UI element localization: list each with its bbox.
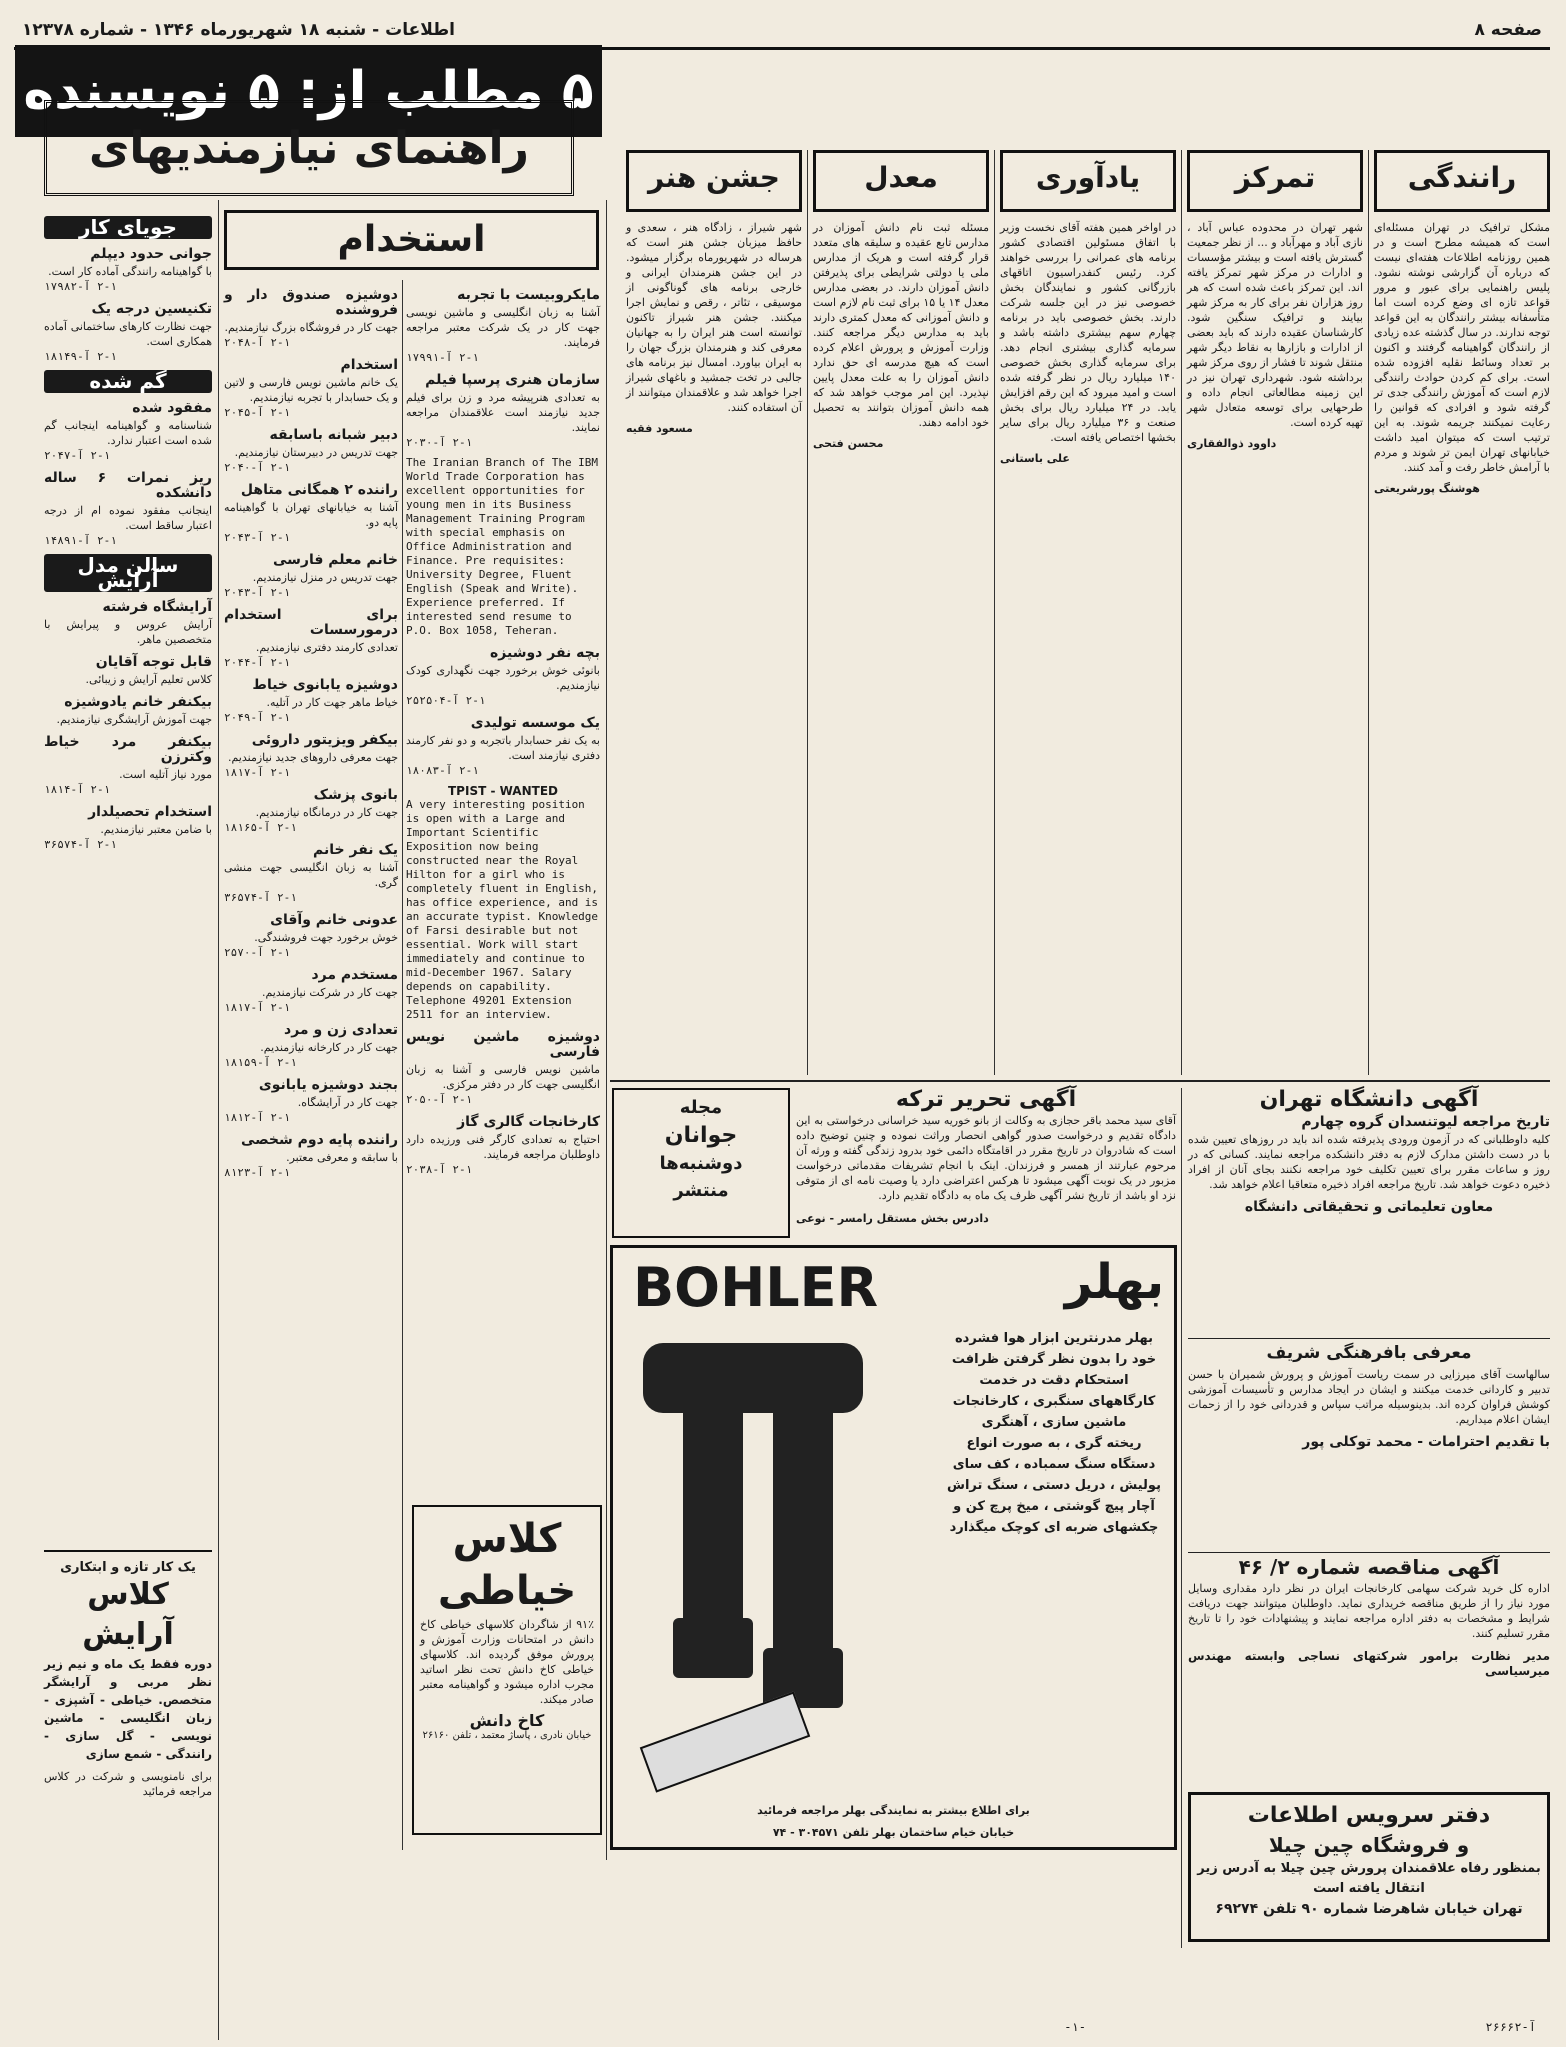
magazine-line: جوانان [664, 1123, 738, 1148]
magazine-box [612, 1088, 790, 1238]
ibm-ad: The Iranian Branch of The IBM World Trade Corporation has excellent opportunities for young men in its Business Management Training Program with special emphasis on Office Administration and Finance. Pre requisites: University Degree, Fluent English (Speak and Write). Experience preferred. If interested send resume to P.O. Box 1058, Teheran. [406, 456, 599, 637]
ad-head: یک موسسه تولیدی [470, 715, 600, 731]
ad-head: استخدام تحصیلدار [88, 804, 212, 820]
ad-head: بیکنفر مرد خیاط وکترزن [44, 734, 212, 765]
class-brand: کاخ دانش [469, 1711, 545, 1730]
ad-code: ۲-۱ آ-۲۵۷۰ [224, 946, 291, 959]
makeup-intro: یک کار تازه و ابتکاری [60, 1560, 196, 1575]
notice-title: آگهی تحریر ترکه [895, 1087, 1077, 1112]
lost-banner: گم شده [44, 370, 212, 393]
notice-title: آگهی دانشگاه تهران [1259, 1087, 1479, 1112]
ad-body: تعدادی کارمند دفتری نیازمندیم. [255, 641, 398, 654]
class-body: ۹۱٪ از شاگردان کلاسهای خیاطی کاخ دانش در امتحانات وزارت آموزش و پرورش موفق گردیده اند. کلاسهای خیاطی کاخ دانش تحت نظر اساتید مجرب اداره میشود و گواهینامه معتبر صادر میکند. [420, 1618, 594, 1706]
ad-code: ۲-۱ آ-۲۰۴۵ [224, 406, 291, 419]
ad-code: ۲-۱ آ-۱۸۱۴۹ [44, 350, 117, 363]
ad-head: استخدام [340, 357, 398, 373]
divider [994, 150, 995, 1075]
ad-body: جهت کار در کارخانه نیازمندیم. [260, 1041, 398, 1054]
ad-body: جهت کار در آرایشگاه. [297, 1096, 398, 1109]
employment-title: استخدام [224, 210, 599, 270]
column-author: مسعود فقیه [626, 422, 693, 435]
ad-code: ۲-۱ آ-۸۱۲۳ [224, 1166, 291, 1179]
ad-body: جهت آموزش آرایشگری نیازمندیم. [56, 713, 212, 726]
ad-body: جهت تدریس در دبیرستان نیازمندیم. [234, 446, 398, 459]
ad-head: جوانی حدود دیپلم [90, 246, 212, 262]
ad-head: کارخانجات گالری گاز [457, 1114, 600, 1130]
service-box [1188, 1792, 1550, 1942]
ad-body: با گواهینامه رانندگی آماده کار است. [48, 265, 212, 278]
beauty-banner: سالن مدل آرایش [44, 554, 212, 592]
section-rule [610, 1080, 1550, 1082]
tender-notice [1188, 1556, 1550, 1786]
ad-code: ۲-۱ آ-۱۴۸۹۱ [44, 534, 117, 547]
page-banner: ۵ مطلب از: ۵ نویسنده [15, 45, 602, 137]
ad-code: ۲-۱ آ-۲۰۵۰ [406, 1093, 473, 1106]
ad-code: ۲-۱ آ-۱۸۱۷ [224, 766, 291, 779]
ad-head: تعدادی زن و مرد [284, 1022, 398, 1038]
bohler-line: استحکام دقت در خدمت [979, 1373, 1129, 1388]
ad-head: خانم معلم فارسی [272, 552, 398, 568]
notice-title: آگهی مناقصه شماره ۲/ ۴۶ [1238, 1555, 1500, 1579]
bohler-line: پولیش ، دریل دستی ، سنگ تراش [947, 1478, 1161, 1493]
column-4 [813, 150, 989, 1075]
ad-body: به تعدادی هنرپیشه مرد و زن برای فیلم جدید نیازمند است علاقمندان مراجعه نمایند. [406, 391, 600, 434]
job-seek-banner: جویای کار [44, 216, 212, 239]
ad-head: دبیر شبانه باسابقه [269, 427, 398, 443]
service-subtitle: و فروشگاه چین چیلا [1268, 1833, 1470, 1857]
ad-code: ۲-۱ آ-۲۰۴۸ [224, 336, 291, 349]
ad-body: آشنا به زبان انگلیسی و ماشین نویسی جهت کار در یک شرکت معتبر مراجعه فرمایند. [406, 306, 600, 349]
notice-body: اداره کل خرید شرکت سهامی کارخانجات ایران در نظر دارد مقداری وسایل مورد نیاز را از طریق مناقصه خریداری نماید. داوطلبان میتوانند جهت دریافت شرایط و مشخصات به دفتر اداره مراجعه نمایند و پیشنهادات خود را تا تاریخ مقرر تسلیم کنند. [1188, 1582, 1550, 1640]
ad-head: بچه نفر دوشیزه [490, 645, 600, 661]
bohler-line: ریخته گری ، به صورت انواع [966, 1436, 1142, 1451]
ad-head: سازمان هنری پرسپا فیلم [425, 372, 600, 388]
bohler-ad [610, 1245, 1177, 1850]
ad-head: راننده ۲ همگانی متاهل [240, 482, 398, 498]
column-author: داوود ذوالفقاری [1187, 437, 1277, 450]
magazine-line: مجله [679, 1097, 723, 1118]
column-text: مسئله ثبت نام دانش آموزان در مدارس تابع عقیده و سلیقه های متعدد قرار گرفته است و هریک از مدارس ملی یا دولتی شرایطی برای پذیرفتن دانش آموزان دارند. در بعضی مدارس معدل ۱۴ یا ۱۵ برای ثبت نام لازم است و دانش آموزانی که معدل کمتری دارند باید به مدارس دیگر مراجعه کنند. وزارت آموزش و پرورش اعلام کرده است که هیچ مدرسه ای حق ندارد دانش آموزان را به علت معدل پایین نپذیرد. این امر موجب خواهد شد که همه دانش آموزان بتوانند به تحصیل خود ادامه دهند. [813, 221, 990, 429]
column-2 [1187, 150, 1363, 1075]
typist-ad: A very interesting position is open with a Large and Important Scientific Exposition now being constructed near the Royal Hilton for a girl who is completely fluent in English, has office experience, and is an accurate typist. Knowledge of Farsi desirable but not essential. Work will start immediately and continue to mid-December 1967. Salary depends on capability. Telephone 49201 Extension 2511 for an interview. [406, 798, 599, 1021]
ad-body: احتیاج به تعدادی کارگر فنی ورزیده دارد داوطلبان مراجعه فرمایند. [406, 1133, 600, 1161]
ad-code: ۲-۱ آ-۲۰۴۹ [224, 711, 291, 724]
ad-code: ۲-۱ آ-۲۰۳۰ [406, 436, 473, 449]
notice-body: آقای سید محمد باقر حجازی به وکالت از بانو خوریه سید خراسانی درخواستی به این دادگاه تقدیم و درخواست صدور گواهی انحصار وراثت نموده و چنین توضیح داده است که شادروان در تاریخ مقرر در اقامتگاه دائمی خود بدرود زندگی گفته و ورثه آن مرحوم عبارتند از همسر و فرزندان. اینک با انجام تشریفات مقدماتی درخواست مزبور در یک نوبت آگهی میشود تا هرکس اعتراضی دارد یا وصیت نامه ای از متوفی نزد او باشد از تاریخ نشر آگهی ظرف یک ماه به دادگاه تقدیم دارد. [796, 1114, 1176, 1202]
makeup-class-ad [44, 1550, 212, 2030]
dateline: اطلاعات - شنبه ۱۸ شهریورماه ۱۳۴۶ - شماره ۱۲۳۷۸ [22, 20, 455, 40]
ad-head: بیکفر ویزیتور داروئی [251, 732, 398, 748]
bohler-line: کارگاههای سنگبری ، کارخانجات [952, 1394, 1156, 1409]
ad-body: جهت نظارت کارهای ساختمانی آماده همکاری است. [44, 320, 212, 348]
divider [402, 280, 403, 1850]
ad-code: ۲-۱ آ-۲۰۴۷ [44, 449, 111, 462]
ad-body: جهت معرفی داروهای جدید نیازمندیم. [227, 751, 398, 764]
divider [1368, 150, 1369, 1075]
makeup-title: کلاس آرایش [82, 1577, 174, 1652]
column-author: هوشنگ پورشریعتی [1374, 482, 1480, 495]
column-text: شهر شیراز ، زادگاه هنر ، سعدی و حافظ میزبان جشن هنر است که هرساله در شهریورماه برگزار میشود. در این جشن هنرمندان ایرانی و خارجی برنامه های گوناگونی از موسیقی ، تئاتر ، رقص و نمایش اجرا میکنند. جشن هنر شیراز تاکنون توانسته است هنر ایران را به جهانیان معرفی کند و هنرمندان بزرگ جهان را به ایران بیاورد. امسال نیز برنامه های جالبی در تخت جمشید و باغهای شیراز اجرا خواهد شد و علاقمندان میتوانند از آن استفاده کنند. [626, 221, 802, 414]
ad-code: ۲-۱ آ-۳۶۵۷۴ [224, 891, 297, 904]
page-label: صفحه ۸ [1474, 20, 1542, 40]
column-author: علی باستانی [1000, 452, 1070, 465]
ad-head: بانوی پزشک [313, 787, 398, 803]
ad-code: ۲-۱ آ-۱۸۱۴ [44, 783, 111, 796]
ad-body: شناسنامه و گواهینامه اینجانب گم شده است اعتبار ندارد. [44, 419, 212, 447]
bohler-line: چکشهای ضربه ای کوچک میگذارد [949, 1520, 1159, 1535]
rule [1188, 1552, 1550, 1553]
ad-head: آرایشگاه فرشته [102, 599, 212, 615]
divider [218, 200, 219, 2040]
ad-head: عدونی خانم وآقای [270, 912, 398, 928]
typist-head: TPIST - WANTED [448, 784, 558, 798]
estate-notice [796, 1088, 1176, 1238]
service-title: دفتر سرویس اطلاعات [1247, 1803, 1491, 1828]
ad-body: آشنا به زبان انگلیسی جهت منشی گری. [224, 861, 398, 889]
ad-code: ۲-۱ آ-۲۰۴۰ [224, 461, 291, 474]
notice-footer: معاون تعلیماتی و تحقیقاتی دانشگاه [1244, 1199, 1494, 1215]
bohler-line: دستگاه سنگ سمباده ، کف سای [952, 1457, 1156, 1472]
ad-body: جهت کار در فروشگاه بزرگ نیازمندیم. [224, 321, 398, 334]
divider [606, 200, 607, 1860]
employment-column-left [406, 280, 600, 1490]
column-5 [626, 150, 802, 1075]
divider [1181, 150, 1182, 1075]
ad-code: ۲-۱ آ-۱۷۹۹۱ [406, 351, 479, 364]
footer-page: -۱- [1064, 2020, 1086, 2034]
column-head: جشن هنر [626, 150, 802, 212]
column-head: معدل [813, 150, 989, 212]
ad-body: خوش برخورد جهت فروشندگی. [254, 931, 398, 944]
column-text: در اواخر همین هفته آقای نخست وزیر با اتفاق مسئولین اقتصادی کشور برنامه های عمرانی را بررسی خواهند کرد. رئیس کنفدراسیون اتاقهای بازرگانی کشور و نمایندگان بخش خصوصی نیز در این جلسه شرکت دارند. بخش خصوصی باید در برنامه چهارم سهم بیشتری داشته باشد و سرمایه گذاری بیشتری انجام دهد. برای سرمایه گذاری بخش خصوصی ۱۴۰ میلیارد ریال در نظر گرفته شده است و امید میرود که این رقم افزایش یابد. در ۲۴ میلیارد ریال برای بخش صنعت و ۳۶ میلیارد ریال برای سایر بخشها اختصاص یافته است. [1000, 221, 1177, 444]
bohler-tagline: بهلر مدرنترین ابزار هوا فشرده [954, 1331, 1153, 1346]
ad-code: ۲-۱ آ-۱۸۱۷ [224, 1001, 291, 1014]
ad-code: ۲-۱ آ-۲۰۴۳ [224, 531, 291, 544]
column-text: مشکل ترافیک در تهران مسئله‌ای است که همیشه مطرح است و در همین روزنامه اطلاعات هفته‌ای نیست که درباره آن گزارشی نوشته نشود. پلیس راهنمایی برای عبور و مرور قواعد تازه ای وضع کرده است اما متأسفانه بیشتر رانندگان به این قواعد توجه ندارند. در سال گذشته عده زیادی از رانندگان گواهینامه گرفتند و اکنون بر تعداد وسائط نقلیه افزوده شده است. برای کم کردن حوادث رانندگی لازم است که آموزش رانندگی جدی تر گرفته شود و افرادی که قوانین را رعایت نمیکنند جریمه شوند. به این ترتیب است که میتوان امید داشت خیابانهای تهران ایمن تر شوند و مردم با آرامش خاطر رفت و آمد کنند. [1374, 221, 1550, 474]
rule [1188, 1338, 1550, 1339]
ad-body: جهت کار در شرکت نیازمندیم. [261, 986, 398, 999]
bohler-logo-fa: بهلر [1064, 1254, 1164, 1310]
magazine-line: دوشنبه‌ها [659, 1153, 743, 1174]
notice-signature: مدیر نظارت برامور شرکتهای نساجی وابسته مهندس میرسیاسی [1188, 1649, 1550, 1678]
bohler-footer: برای اطلاع بیشتر به نمایندگی بهلر مراجعه فرمائید [757, 1804, 1030, 1817]
bohler-logo: BOHLER [633, 1256, 879, 1319]
magazine-line: منتشر [673, 1180, 729, 1201]
ad-body: آرایش عروس و پیرایش با متخصصین ماهر. [44, 618, 212, 646]
ad-head: برای استخدام درمورسسات [224, 607, 398, 638]
employment-column-right [224, 280, 398, 1850]
ad-body: کلاس تعلیم آرایش و زیبائی. [85, 673, 212, 686]
notice-body: سالهاست آقای میرزایی در سمت ریاست آموزش و پرورش شمیران با حسن تدبیر و کاردانی خدمت میکنند و ایشان در ایجاد مدارس و تأسیسات آموزشی کوشش فراوان کرده اند. بدینوسیله مراتب سپاس و قدردانی خود را از زحمات ایشان اعلام میداریم. [1188, 1368, 1550, 1426]
ad-body: با ضامن معتبر نیازمندیم. [100, 823, 212, 836]
column-head: رانندگی [1374, 150, 1550, 212]
sharif-notice [1188, 1342, 1550, 1547]
class-address: خیابان نادری ، پاساژ معتمد ، تلفن ۲۶۱۶۰ [422, 1730, 592, 1741]
service-body: بمنظور رفاه علاقمندان پرورش چین چیلا به آدرس زیر انتقال یافته است [1197, 1861, 1541, 1896]
ad-body: جهت تدریس در منزل نیازمندیم. [252, 571, 398, 584]
column-head: یادآوری [1000, 150, 1176, 212]
ad-code: ۲-۱ آ-۱۸۱۶۵ [224, 821, 297, 834]
ad-head: مایکروبیست با تجربه [457, 287, 600, 303]
column-author: محسن فتحی [813, 437, 884, 450]
divider [1181, 1088, 1182, 1948]
ad-body: آشنا به خیابانهای تهران با گواهینامه پایه دو. [224, 501, 398, 529]
bohler-line: ماشین سازی ، آهنگری [981, 1415, 1127, 1430]
sewing-class-ad [412, 1505, 602, 1835]
ad-body: جهت کار در درمانگاه نیازمندیم. [255, 806, 398, 819]
class-title: کلاس [452, 1516, 562, 1562]
ad-head: راننده پایه دوم شخصی [240, 1132, 398, 1148]
notice-signature: دادرس بخش مستقل رامسر - نوعی [796, 1212, 989, 1225]
makeup-body: دوره فقط یک ماه و نیم زیر نظر مربی و آرایشگر متخصص. خیاطی - آشپزی - زبان انگلیسی - ماشین نویسی - گل سازی - رانندگی - شمع سازی [44, 1657, 212, 1761]
ad-head: ریز نمرات ۶ ساله دانشکده [44, 470, 212, 501]
class-subtitle: خیاطی [437, 1568, 577, 1614]
ad-body: یک خانم ماشین نویس فارسی و لاتین و یک حسابدار با تجربه نیازمندیم. [224, 376, 398, 404]
service-address: تهران خیابان شاهرضا شماره ۹۰ تلفن ۶۹۲۷۴ [1215, 1901, 1523, 1917]
guide-title: راهنمای نیازمندیهای [44, 100, 574, 196]
column-text: شهر تهران در محدوده عباس آباد ، نازی آباد و مهرآباد و ... از نظر جمعیت گسترش یافته است و بیشتر مؤسسات و ادارات در مرکز شهر تمرکز یافته اند. این تمرکز باعث شده است که هر روز هزاران نفر برای کار به مرکز شهر بیایند و ترافیک سنگین شود. کارشناسان عقیده دارند که باید بعضی از ادارات و بازارها به نقاط دیگر شهر منتقل شوند تا فشار از روی مرکز شهر برداشته شود. شهرداری تهران نیز در این زمینه مطالعاتی انجام داده و طرحهایی برای توسعه متعادل شهر تهیه کرده است. [1186, 221, 1363, 429]
ad-head: بجند دوشیزه یابانوی [258, 1077, 398, 1093]
ad-head: دوشیزه ماشین نویس فارسی [406, 1029, 600, 1060]
ad-code: ۲-۱ آ-۲۵۲۵۰۴ [406, 694, 486, 707]
ad-head: قابل توجه آقایان [95, 654, 212, 670]
ad-head: مفقود شده [132, 400, 212, 416]
column-1 [1374, 150, 1550, 1075]
bohler-line: آچار پیچ گوشتی ، میخ پرچ کن و [953, 1499, 1155, 1514]
ad-body: با سابقه و معرفی معتبر. [286, 1151, 398, 1164]
divider [807, 150, 808, 1075]
ad-code: ۲-۱ آ-۲۰۴۴ [224, 656, 291, 669]
ad-body: خیاط ماهر جهت کار در آتلیه. [266, 696, 398, 709]
notice-subtitle: تاریخ مراجعه لیوتنسدان گروه چهارم [1301, 1114, 1550, 1130]
notice-signature: با تقدیم احترامات - محمد توکلی پور [1302, 1434, 1550, 1450]
bohler-text [944, 1328, 1164, 1538]
ad-code: ۲-۱ آ-۱۸۱۲ [224, 1111, 291, 1124]
ad-head: یک نفر خانم [313, 842, 398, 858]
bohler-address: خیابان خیام ساختمان بهلر تلفن ۳۰۴۵۷۱ - ۷۴ [772, 1826, 1015, 1839]
ad-body: بانوئی خوش برخورد جهت نگهداری کودک نیازمندیم. [406, 664, 600, 692]
notice-title: معرفی بافرهنگی شریف [1266, 1343, 1472, 1363]
column-3 [1000, 150, 1176, 1075]
ad-head: دوشیزه صندوق دار و فروشنده [224, 287, 398, 318]
ad-head: دوشیزه یابانوی خیاط [252, 677, 398, 693]
ad-code: ۲-۱ آ-۱۸۱۵۹ [224, 1056, 297, 1069]
university-notice [1188, 1088, 1550, 1333]
ad-code: ۲-۱ آ-۳۶۵۷۴ [44, 838, 117, 851]
column-head: تمرکز [1187, 150, 1363, 212]
ad-body: مورد نیاز آتلیه است. [119, 768, 212, 781]
ad-body: اینجانب مفقود نموده ام از درجه اعتبار ساقط است. [44, 504, 212, 532]
ad-code: ۲-۱ آ-۲۰۳۸ [406, 1163, 473, 1176]
ad-head: مستخدم مرد [311, 967, 398, 983]
ad-body: به یک نفر حسابدار باتجربه و دو نفر کارمند دفتری نیازمند است. [406, 734, 600, 762]
ad-body: ماشین نویس فارسی و آشنا به زبان انگلیسی جهت کار در دفتر مرکزی. [406, 1063, 600, 1091]
ad-code: ۲-۱ آ-۲۰۴۳ [224, 586, 291, 599]
ad-code: ۲-۱ آ-۱۸۰۸۳ [406, 764, 479, 777]
ad-code: ۲-۱ آ-۱۷۹۸۲ [44, 280, 117, 293]
ad-head: بیکنفر خانم یادوشیزه [64, 694, 212, 710]
notice-body: کلیه داوطلبانی که در آزمون ورودی پذیرفته شده اند باید در روزهای تعیین شده با در دست داشتن مدارک لازم به دفتر دانشکده مراجعه نمایند. کسانی که در روز و ساعات مقرر برای تعیین تکلیف خود مراجعه نکنند بجای آنان از افراد ذخیره دعوت خواهد شد. تاریخ مراجعه افراد ذخیره متعاقبا اعلام خواهد شد. [1188, 1133, 1550, 1191]
bohler-line: خود را بدون نظر گرفتن ظرافت [951, 1352, 1157, 1367]
makeup-end: برای نامنویسی و شرکت در کلاس مراجعه فرمائید [44, 1770, 212, 1798]
ad-head: تکنیسین درجه یک [91, 301, 212, 317]
footer-code: آ-۲۶۶۶۲ [1485, 2020, 1536, 2034]
